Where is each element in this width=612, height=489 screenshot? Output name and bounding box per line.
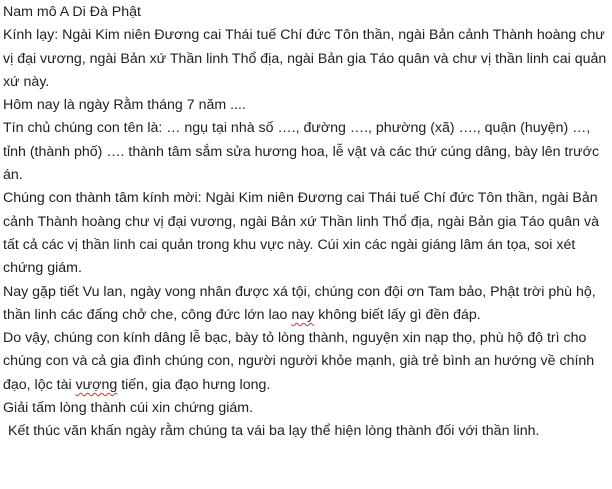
offering-text-end: tiến, gia đạo hưng long. xyxy=(117,376,271,393)
invitation-paragraph: Chúng con thành tâm kính mời: Ngài Kim niên Đương cai Thái tuế Chí đức Tôn thần, ngài Bản cảnh Thành hoàng chư vị đại vương, ngài Bản xứ Thần linh Thổ địa, ngài Bản gia Táo quân và tất cả các vị thần linh cai quản trong khu vực này. Cúi xin các ngài giáng lâm án tọa, soi xét chứng giám. xyxy=(3,190,599,277)
vulan-text-start: Nay gặp tiết Vu lan, ngày vong nhân được xá tội, chúng con đội ơn Tam bảo, Phật trời phù hộ, thần linh các đấng chở che, công đức lớn lao xyxy=(3,283,596,323)
vulan-paragraph xyxy=(3,281,610,328)
offering-text-start: Do vậy, chúng con kính dâng lễ bạc, bày tỏ lòng thành, nguyện xin nạp thọ, phù hộ độ trì cho chúng con và cả gia đình chúng con, người người khỏe mạnh, già trẻ bình an hướng về chính đạo, lộc tài xyxy=(3,330,595,393)
invocation-paragraph: Kính lạy: Ngài Kim niên Đương cai Thái tuế Chí đức Tôn thần, ngài Bản cảnh Thành hoàng chư vị đại vương, ngài Bản xứ Thần linh Thổ địa, ngài Bản gia Táo quân và chư vị thần linh cai quản xứ này. xyxy=(3,27,607,90)
closing-paragraph: Giải tấm lòng thành cúi xin chứng giám. xyxy=(3,400,254,417)
prayer-title: Nam mô A Di Đà Phật xyxy=(3,4,141,20)
date-paragraph: Hôm nay là ngày Rằm tháng 7 năm .... xyxy=(3,97,246,114)
prayer-document xyxy=(3,0,610,444)
devotee-paragraph: Tín chủ chúng con tên là: … ngụ tại nhà số …., đường …., phường (xã) …., quận (huyện) …, tỉnh (thành phố) …. thành tâm sắm sửa hương hoa, lễ vật và các thứ cúng dâng, bày lên trước án. xyxy=(3,120,600,184)
vulan-text-end: không biết lấy gì đền đáp. xyxy=(314,306,481,323)
offering-paragraph xyxy=(3,327,610,397)
ending-paragraph: Kết thúc văn khấn ngày rằm chúng ta vái ba lạy thể hiện lòng thành đối với thần linh. xyxy=(8,423,540,440)
spellcheck-word: nay xyxy=(291,306,315,323)
spellcheck-word: vượng xyxy=(75,376,118,393)
